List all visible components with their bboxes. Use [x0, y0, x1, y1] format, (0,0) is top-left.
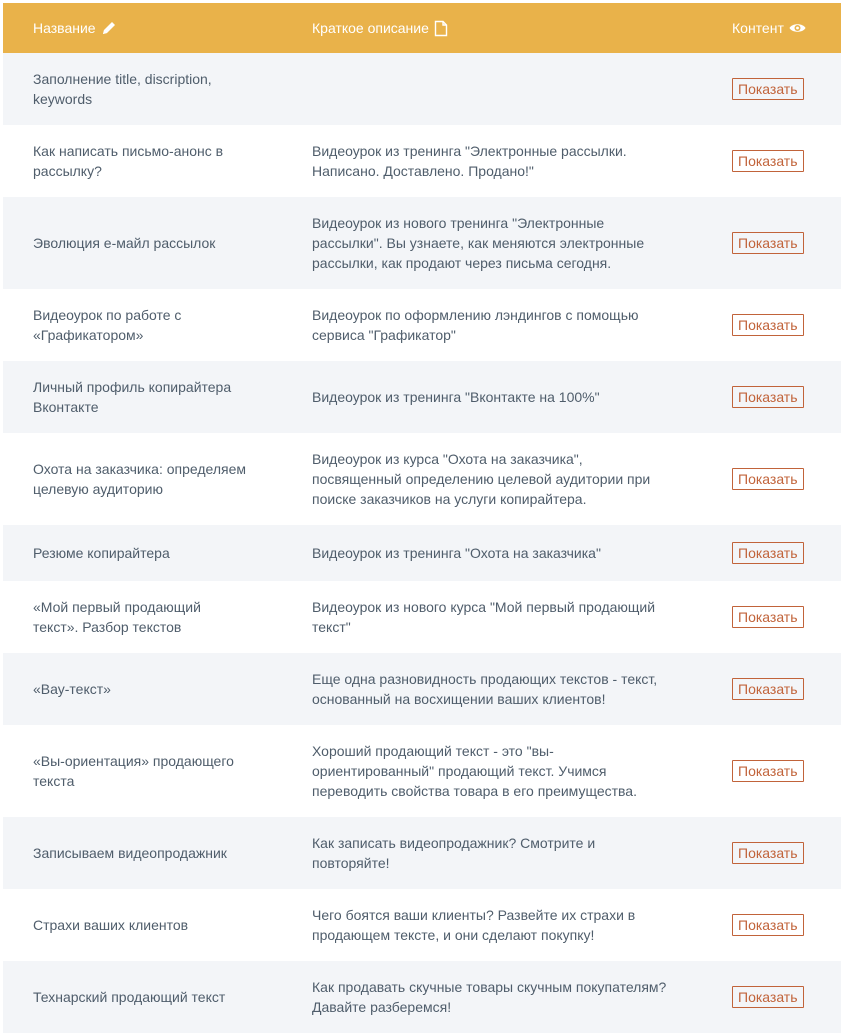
row-name-line: Охота на заказчика: определяем — [33, 461, 247, 477]
row-description — [312, 387, 682, 407]
row-name — [33, 915, 273, 935]
row-description-line: Видеоурок по оформлению лэндингов с помощью — [312, 307, 639, 323]
row-name — [33, 305, 273, 345]
row-description — [312, 833, 682, 873]
row-description-line: Написано. Доставлено. Продано!" — [312, 163, 534, 179]
row-name — [33, 233, 273, 253]
row-name — [33, 597, 273, 637]
row-description-line: Видеоурок из нового курса "Мой первый продающий — [312, 599, 656, 615]
row-description-line: рассылки". Вы узнаете, как меняются электронные — [312, 235, 645, 251]
row-description — [312, 977, 682, 1017]
row-description — [312, 741, 682, 801]
content-table — [3, 3, 841, 1033]
show-button[interactable]: Показать — [732, 606, 804, 628]
table-header — [3, 3, 841, 53]
show-button[interactable]: Показать — [732, 232, 804, 254]
row-name — [33, 69, 273, 109]
row-description-line: Видеоурок из тренинга "Охота на заказчика" — [312, 545, 601, 561]
column-header-description-label: Краткое описание — [312, 20, 429, 36]
row-description-line: Еще одна разновидность продающих текстов - текст, — [312, 671, 658, 687]
row-name-line: keywords — [33, 91, 93, 107]
pencil-icon — [101, 20, 117, 36]
show-button[interactable]: Показать — [732, 760, 804, 782]
row-description-line: Видеоурок из тренинга "Электронные рассылки. — [312, 143, 627, 159]
row-name-line: Заполнение title, discription, — [33, 71, 212, 87]
row-name-line: текст». Разбор текстов — [33, 619, 182, 635]
row-description-line: повторяйте! — [312, 855, 390, 871]
row-description — [312, 141, 682, 181]
row-name — [33, 751, 273, 791]
row-name-line: Как написать письмо-анонс в — [33, 143, 224, 159]
show-button[interactable]: Показать — [732, 468, 804, 490]
row-name-line: «Мой первый продающий — [33, 599, 201, 615]
table-row — [3, 581, 841, 653]
table-row — [3, 817, 841, 889]
row-description-line: текст" — [312, 619, 351, 635]
row-description-line: Видеоурок из нового тренинга "Электронные — [312, 215, 605, 231]
row-name — [33, 459, 273, 499]
row-description — [312, 669, 682, 709]
row-name — [33, 843, 273, 863]
column-header-content — [732, 20, 822, 36]
table-row — [3, 525, 841, 581]
document-icon — [434, 20, 448, 37]
table-row — [3, 289, 841, 361]
column-header-content-label: Контент — [732, 20, 784, 36]
row-description-line: продающем тексте, и они сделают покупку! — [312, 927, 595, 943]
row-description-line: Чего боятся ваши клиенты? Развейте их страхи в — [312, 907, 636, 923]
show-button[interactable]: Показать — [732, 678, 804, 700]
table-row — [3, 361, 841, 433]
row-name-line: рассылку? — [33, 163, 102, 179]
show-button[interactable]: Показать — [732, 78, 804, 100]
row-name — [33, 543, 273, 563]
table-row — [3, 433, 841, 525]
eye-icon — [789, 22, 806, 34]
table-row — [3, 197, 841, 289]
row-name-line: Страхи ваших клиентов — [33, 917, 189, 933]
row-description — [312, 449, 682, 509]
row-description-line: Давайте разберемся! — [312, 999, 452, 1015]
row-description-line: Видеоурок из тренинга "Вконтакте на 100%" — [312, 389, 600, 405]
column-header-description — [312, 20, 682, 37]
row-name-line: «Вы-ориентация» продающего — [33, 753, 234, 769]
row-name — [33, 377, 273, 417]
show-button[interactable]: Показать — [732, 842, 804, 864]
row-name-line: Технарский продающий текст — [33, 989, 226, 1005]
row-description-line: поиске заказчиков на услуги копирайтера. — [312, 491, 587, 507]
row-name-line: Записываем видеопродажник — [33, 845, 227, 861]
show-button[interactable]: Показать — [732, 386, 804, 408]
table-row — [3, 889, 841, 961]
row-description-line: основанный на восхищении ваших клиентов! — [312, 691, 606, 707]
table-row — [3, 53, 841, 125]
table-row — [3, 725, 841, 817]
row-description-line: рассылки, как продают через письма сегодня. — [312, 255, 612, 271]
row-name-line: «Графикатором» — [33, 327, 144, 343]
row-name-line: Личный профиль копирайтера — [33, 379, 232, 395]
table-row — [3, 653, 841, 725]
row-name — [33, 987, 273, 1007]
row-description — [312, 543, 682, 563]
row-name-line: Вконтакте — [33, 399, 99, 415]
table-row — [3, 961, 841, 1033]
row-name-line: Эволюция е-майл рассылок — [33, 235, 216, 251]
show-button[interactable]: Показать — [732, 986, 804, 1008]
row-description — [312, 213, 682, 273]
row-description-line: Хороший продающий текст - это "вы- — [312, 743, 554, 759]
show-button[interactable]: Показать — [732, 542, 804, 564]
row-description-line: переводить свойства товара в его преимущества. — [312, 783, 637, 799]
row-name-line: текста — [33, 773, 75, 789]
row-name-line: «Вау-текст» — [33, 681, 111, 697]
row-name-line: Видеоурок по работе с — [33, 307, 182, 323]
show-button[interactable]: Показать — [732, 150, 804, 172]
show-button[interactable]: Показать — [732, 314, 804, 336]
row-name — [33, 141, 273, 181]
row-description-line: Как продавать скучные товары скучным покупателям? — [312, 979, 667, 995]
row-description-line: ориентированный" продающий текст. Учимся — [312, 763, 607, 779]
row-description — [312, 905, 682, 945]
row-description-line: Как записать видеопродажник? Смотрите и — [312, 835, 596, 851]
row-description — [312, 305, 682, 345]
column-header-name — [33, 20, 273, 36]
row-name-line: целевую аудиторию — [33, 481, 163, 497]
row-description-line: Видеоурок из курса "Охота на заказчика", — [312, 451, 583, 467]
row-description — [312, 597, 682, 637]
row-description-line: сервиса "Графикатор" — [312, 327, 456, 343]
column-header-name-label: Название — [33, 20, 96, 36]
table-row — [3, 125, 841, 197]
row-name — [33, 679, 273, 699]
row-description-line: посвященный определению целевой аудитории при — [312, 471, 651, 487]
row-name-line: Резюме копирайтера — [33, 545, 170, 561]
show-button[interactable]: Показать — [732, 914, 804, 936]
